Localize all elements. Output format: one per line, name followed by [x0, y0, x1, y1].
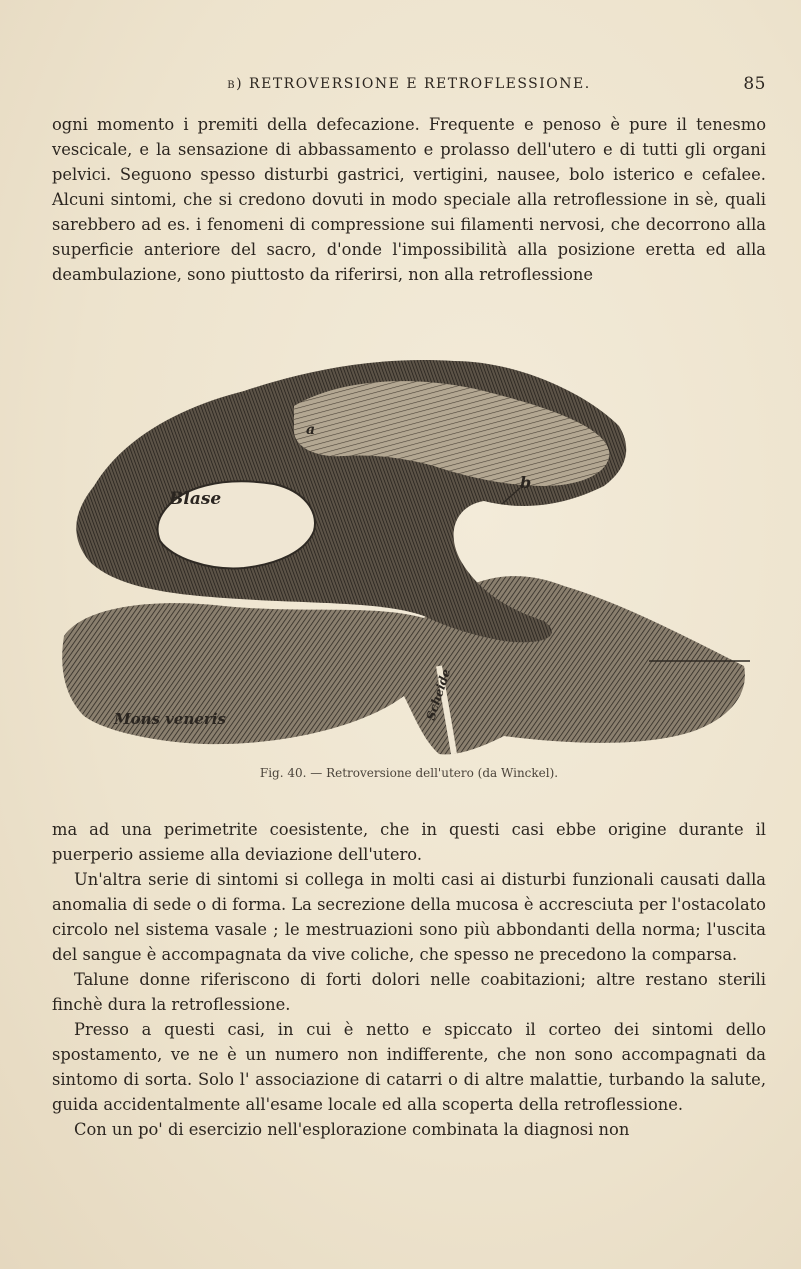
page-number: 85	[743, 74, 766, 94]
body-text-top	[52, 112, 766, 287]
running-header	[52, 74, 766, 98]
paragraph: Con un po' di esercizio nell'esplorazione combinata la diagnosi non	[74, 1120, 630, 1139]
label-b: b	[520, 473, 532, 492]
body-text-bottom	[52, 817, 766, 1142]
running-title: β) RETROVERSIONE E RETROFLESSIONE.	[227, 76, 591, 92]
engraving-illustration	[44, 336, 750, 758]
paragraph: ma ad una perimetrite coesistente, che in questi casi ebbe origine durante il puerperio assieme alla deviazione dell'utero.	[52, 820, 766, 864]
paragraph: Talune donne riferiscono di forti dolori nelle coabitazioni; altre restano sterili finchè dura la retroflessione.	[52, 970, 766, 1014]
paragraph: ogni momento i premiti della defecazione. Frequente e penoso è pure il tenesmo vescicale, e la sensazione di abbassamento e prolasso dell'utero e di tutti gli organi pelvici. Seguono spesso disturbi gastrici, vertigini, nausee, bolo isterico e cefalee. Alcuni sintomi, che si credono dovuti in modo speciale alla retroflessione in sè, quali sarebbero ad es. i fenomeni di compressione sui filamenti nervosi, che decorrono alla superficie anteriore del sacro, d'onde l'impossibilità alla posizione eretta ed alla deambulazione, sono piuttosto da riferirsi, non alla retroflessione	[52, 115, 766, 284]
label-mons: Mons veneris	[114, 710, 226, 728]
paragraph: Presso a questi casi, in cui è netto e spiccato il corteo dei sintomi dello spostamento, ve ne è un numero non indifferente, che non sono accompagnati da sintomo di sorta. Solo l' associazione di catarri o di altre malattie, turbando la salute, guida accidentalmente all'esame locale ed alla scoperta della retroflessione.	[52, 1020, 766, 1114]
anatomical-figure	[44, 336, 750, 758]
label-a: a	[306, 422, 316, 438]
label-blase: Blase	[169, 489, 222, 509]
label-scheide: Scheide	[423, 667, 454, 722]
figure-caption: Fig. 40. — Retroversione dell'utero (da Winckel).	[259, 766, 559, 780]
paragraph: Un'altra serie di sintomi si collega in molti casi ai disturbi funzionali causati dalla anomalia di sede o di forma. La secrezione della mucosa è accresciuta per l'ostacolato circolo nel sistema vasale ; le mestruazioni sono più abbondanti della norma; l'uscita del sangue è accompagnata da vive coliche, che spesso ne precedono la comparsa.	[52, 870, 766, 964]
